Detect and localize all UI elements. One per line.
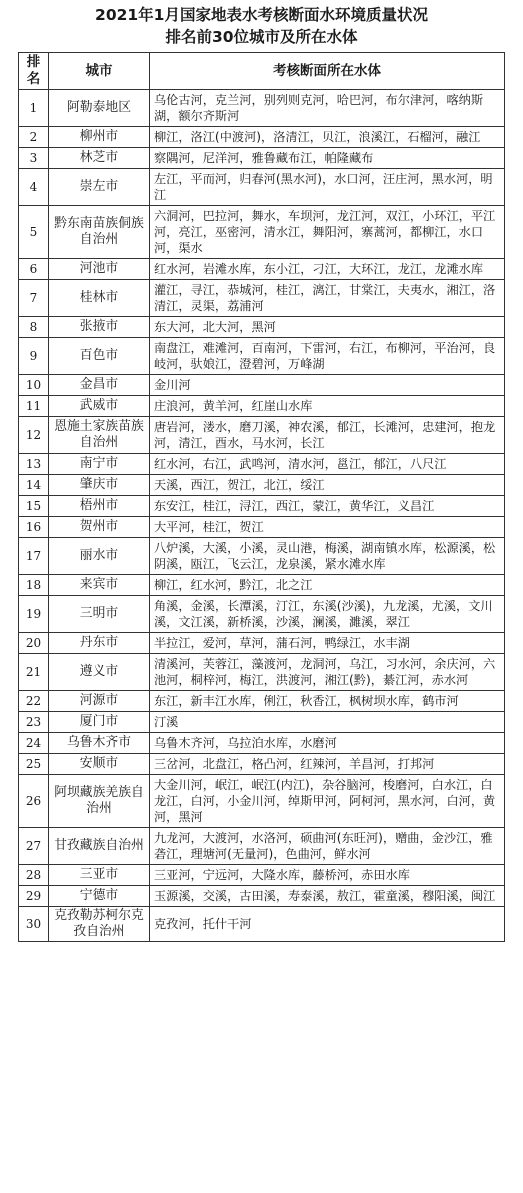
ranking-table (18, 52, 505, 942)
city-cell: 厦门市 (49, 712, 150, 733)
city-cell: 阿勒泰地区 (49, 90, 150, 127)
table-row (19, 375, 505, 396)
water-cell: 灌江，寻江，恭城河，桂江，漓江，甘棠江，夫夷水，湘江，洛清江，灵渠，荔浦河 (150, 280, 505, 317)
table-row (19, 633, 505, 654)
header-rank: 排名 (19, 53, 49, 90)
city-cell: 黔东南苗族侗族自治州 (49, 206, 150, 259)
rank-cell: 3 (19, 148, 49, 169)
rank-cell: 12 (19, 417, 49, 454)
rank-cell: 30 (19, 907, 49, 942)
city-cell: 克孜勒苏柯尔克孜自治州 (49, 907, 150, 942)
table-row (19, 496, 505, 517)
rank-cell: 19 (19, 596, 49, 633)
city-cell: 丽水市 (49, 538, 150, 575)
city-cell: 梧州市 (49, 496, 150, 517)
city-cell: 恩施土家族苗族自治州 (49, 417, 150, 454)
city-cell: 百色市 (49, 338, 150, 375)
table-row (19, 712, 505, 733)
water-cell: 天溪，西江，贺江，北江，绥江 (150, 475, 505, 496)
water-cell: 庄浪河，黄羊河，红崖山水库 (150, 396, 505, 417)
water-cell: 角溪，金溪，长潭溪，汀江，东溪(沙溪)，九龙溪，尤溪，文川溪，文江溪，新桥溪，沙溪，澜溪，濉溪，翠江 (150, 596, 505, 633)
rank-cell: 29 (19, 886, 49, 907)
header-city: 城市 (49, 53, 150, 90)
rank-cell: 13 (19, 454, 49, 475)
water-cell: 柳江，洛江(中渡河)，洛清江，贝江，浪溪江，石榴河，融江 (150, 127, 505, 148)
table-row (19, 90, 505, 127)
rank-cell: 16 (19, 517, 49, 538)
water-cell: 九龙河，大渡河，水洛河，硕曲河(东旺河)，赠曲，金沙江，雅砻江，理塘河(无量河)，色曲河，鲜水河 (150, 828, 505, 865)
city-cell: 肇庆市 (49, 475, 150, 496)
rank-cell: 20 (19, 633, 49, 654)
rank-cell: 4 (19, 169, 49, 206)
table-row (19, 517, 505, 538)
city-cell: 南宁市 (49, 454, 150, 475)
page-title: 2021年1月国家地表水考核断面水环境质量状况 (95, 6, 428, 24)
rank-cell: 1 (19, 90, 49, 127)
water-cell: 金川河 (150, 375, 505, 396)
rank-cell: 10 (19, 375, 49, 396)
table-row (19, 575, 505, 596)
city-cell: 来宾市 (49, 575, 150, 596)
city-cell: 金昌市 (49, 375, 150, 396)
water-cell: 清溪河，芙蓉江，藻渡河，龙洞河，乌江，习水河，余庆河，六池河，桐梓河，梅江，洪渡河，湘江(黔)，綦江河，赤水河 (150, 654, 505, 691)
table-row (19, 596, 505, 633)
city-cell: 甘孜藏族自治州 (49, 828, 150, 865)
table-row (19, 206, 505, 259)
rank-cell: 28 (19, 865, 49, 886)
table-row (19, 280, 505, 317)
city-cell: 安顺市 (49, 754, 150, 775)
water-cell: 大平河，桂江，贺江 (150, 517, 505, 538)
city-cell: 张掖市 (49, 317, 150, 338)
water-cell: 半拉江，爱河，草河，蒲石河，鸭绿江，水丰湖 (150, 633, 505, 654)
rank-cell: 5 (19, 206, 49, 259)
water-cell: 乌鲁木齐河，乌拉泊水库，水磨河 (150, 733, 505, 754)
water-cell: 玉源溪，交溪，古田溪，寿泰溪，敖江，霍童溪，穆阳溪，闽江 (150, 886, 505, 907)
table-row (19, 127, 505, 148)
rank-cell: 15 (19, 496, 49, 517)
city-cell: 崇左市 (49, 169, 150, 206)
water-cell: 汀溪 (150, 712, 505, 733)
water-cell: 红水河，右江，武鸣河，清水河，邕江，郁江，八尺江 (150, 454, 505, 475)
table-row (19, 396, 505, 417)
city-cell: 三亚市 (49, 865, 150, 886)
table-row (19, 169, 505, 206)
table-row (19, 538, 505, 575)
city-cell: 林芝市 (49, 148, 150, 169)
table-row (19, 317, 505, 338)
city-cell: 河源市 (49, 691, 150, 712)
rank-cell: 17 (19, 538, 49, 575)
table-row (19, 475, 505, 496)
water-cell: 东江，新丰江水库，俐江，秋香江，枫树坝水库，鹤市河 (150, 691, 505, 712)
city-cell: 遵义市 (49, 654, 150, 691)
table-row (19, 259, 505, 280)
water-cell: 克孜河，托什干河 (150, 907, 505, 942)
city-cell: 贺州市 (49, 517, 150, 538)
rank-cell: 9 (19, 338, 49, 375)
table-header-row (19, 53, 505, 90)
water-cell: 东安江，桂江，浔江，西江，蒙江，黄华江，义昌江 (150, 496, 505, 517)
city-cell: 桂林市 (49, 280, 150, 317)
rank-cell: 8 (19, 317, 49, 338)
table-row (19, 754, 505, 775)
table-row (19, 886, 505, 907)
water-cell: 察隅河，尼洋河，雅鲁藏布江，帕隆藏布 (150, 148, 505, 169)
water-cell: 六洞河，巴拉河，舞水，车坝河，龙江河，双江，小环江，平江河，亮江，巫密河，清水江，舞阳河，寨蒿河，都柳江，水口河，渠水 (150, 206, 505, 259)
table-row (19, 828, 505, 865)
city-cell: 阿坝藏族羌族自治州 (49, 775, 150, 828)
table-row (19, 338, 505, 375)
rank-cell: 27 (19, 828, 49, 865)
rank-cell: 25 (19, 754, 49, 775)
rank-cell: 26 (19, 775, 49, 828)
city-cell: 武威市 (49, 396, 150, 417)
city-cell: 柳州市 (49, 127, 150, 148)
rank-cell: 14 (19, 475, 49, 496)
rank-cell: 21 (19, 654, 49, 691)
water-cell: 八炉溪，大溪，小溪，灵山港，梅溪，湖南镇水库，松源溪，松阴溪，瓯江，飞云江，龙泉溪，紧水滩水库 (150, 538, 505, 575)
city-cell: 河池市 (49, 259, 150, 280)
rank-cell: 23 (19, 712, 49, 733)
rank-cell: 22 (19, 691, 49, 712)
water-cell: 红水河，岩滩水库，东小江，刁江，大环江，龙江，龙滩水库 (150, 259, 505, 280)
water-cell: 三亚河，宁远河，大隆水库，藤桥河，赤田水库 (150, 865, 505, 886)
water-cell: 三岔河，北盘江，格凸河，红辣河，羊昌河，打邦河 (150, 754, 505, 775)
water-cell: 唐岩河，溇水，磨刀溪，神农溪，郁江，长滩河，忠建河，抱龙河，清江，酉水，马水河，长江 (150, 417, 505, 454)
water-cell: 东大河，北大河，黑河 (150, 317, 505, 338)
rank-cell: 2 (19, 127, 49, 148)
table-body (19, 90, 505, 942)
city-cell: 三明市 (49, 596, 150, 633)
water-cell: 南盘江，难滩河，百南河，下雷河，右江，布柳河，平治河，良岐河，驮娘江，澄碧河，万峰湖 (150, 338, 505, 375)
water-cell: 乌伦古河，克兰河，别列则克河，哈巴河，布尔津河，喀纳斯湖，额尔齐斯河 (150, 90, 505, 127)
water-cell: 柳江，红水河，黔江，北之江 (150, 575, 505, 596)
table-row (19, 454, 505, 475)
table-row (19, 865, 505, 886)
table-row (19, 775, 505, 828)
rank-cell: 7 (19, 280, 49, 317)
city-cell: 乌鲁木齐市 (49, 733, 150, 754)
rank-cell: 24 (19, 733, 49, 754)
table-row (19, 148, 505, 169)
table-row (19, 654, 505, 691)
rank-cell: 6 (19, 259, 49, 280)
city-cell: 丹东市 (49, 633, 150, 654)
table-row (19, 417, 505, 454)
page-subtitle: 排名前30位城市及所在水体 (165, 28, 358, 46)
header-water: 考核断面所在水体 (150, 53, 505, 90)
city-cell: 宁德市 (49, 886, 150, 907)
table-row (19, 907, 505, 942)
table-row (19, 733, 505, 754)
rank-cell: 18 (19, 575, 49, 596)
water-cell: 左江，平而河，归春河(黑水河)，水口河，汪庄河，黑水河，明江 (150, 169, 505, 206)
table-row (19, 691, 505, 712)
water-cell: 大金川河，岷江，岷江(内江)，杂谷脑河，梭磨河，白水江，白龙江，白河，小金川河，绰斯甲河，阿柯河，黑水河，白河，黄河，黑河 (150, 775, 505, 828)
rank-cell: 11 (19, 396, 49, 417)
